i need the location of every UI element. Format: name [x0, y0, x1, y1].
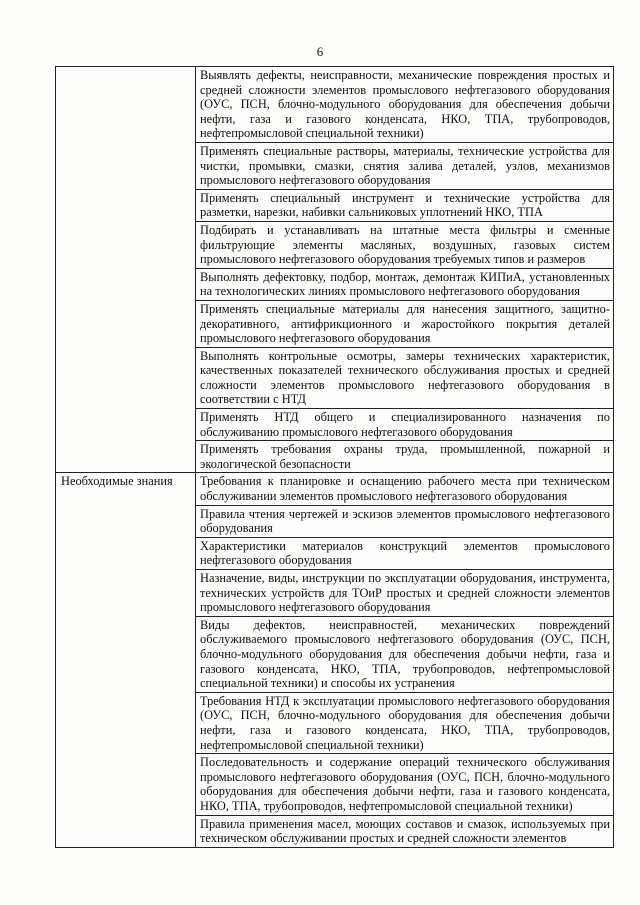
requirement-text: Применять НТД общего и специализированного назначения по обслуживанию промыслового нефтегазового оборудования	[196, 409, 614, 441]
requirement-text: Выполнять дефектовку, подбор, монтаж, демонтаж КИПиА, установленных на технологических линиях промыслового нефтегазового оборудования	[196, 268, 614, 300]
requirement-text: Виды дефектов, неисправностей, механических повреждений обслуживаемого промыслового нефтегазового оборудования (ОУС, ПСН, блочно-модульного оборудования для обеспечения добычи нефти, газа и газового конденсата, НКО, ТПА, трубопроводов, нефтепромысловой специальной техники) и способы их устранения	[196, 616, 614, 692]
requirement-text: Правила чтения чертежей и эскизов элементов промыслового нефтегазового оборудования	[196, 505, 614, 537]
section-label	[56, 67, 196, 473]
requirement-text: Выполнять контрольные осмотры, замеры технических характеристик, качественных показателей технического обслуживания простых и средней сложности элементов промыслового нефтегазового оборудования в соответствии с НТД	[196, 347, 614, 408]
requirement-text: Правила применения масел, моющих составов и смазок, используемых при техническом обслуживании простых и средней сложности элементов	[196, 815, 614, 847]
requirement-text: Требования НТД к эксплуатации промыслового нефтегазового оборудования (ОУС, ПСН, блочно-модульного оборудования для обеспечения добычи нефти, газа и газового конденсата, НКО, ТПА, трубопроводов, нефтепромысловой специальной техники)	[196, 692, 614, 753]
requirement-text: Назначение, виды, инструкции по эксплуатации оборудования, инструмента, технических устройств для ТОиР простых и средней сложности элементов промыслового нефтегазового оборудования	[196, 570, 614, 617]
requirement-text: Применять требования охраны труда, промышленной, пожарной и экологической безопасности	[196, 441, 614, 473]
requirement-text: Выявлять дефекты, неисправности, механические повреждения простых и средней сложности элементов промыслового нефтегазового оборудования (ОУС, ПСН, блочно-модульного оборудования для обеспечения добычи нефти, газа и газового конденсата, НКО, ТПА, трубопроводов, нефтепромысловой специальной техники)	[196, 67, 614, 143]
requirement-text: Подбирать и устанавливать на штатные места фильтры и сменные фильтрующие элементы масляных, воздушных, газовых систем промыслового нефтегазового оборудования требуемых типов и размеров	[196, 221, 614, 268]
requirement-text: Применять специальные растворы, материалы, технические устройства для чистки, промывки, смазки, снятия залива деталей, узлов, механизмов промыслового нефтегазового оборудования	[196, 142, 614, 189]
requirement-text: Последовательность и содержание операций технического обслуживания промыслового нефтегазового оборудования (ОУС, ПСН, блочно-модульного оборудования для обеспечения добычи нефти, газа и газового конденсата, НКО, ТПА, трубопроводов, нефтепромысловой специальной техники)	[196, 754, 614, 815]
requirement-text: Применять специальные материалы для нанесения защитного, защитно-декоративного, антифрикционного и жаростойкого покрытия деталей промыслового нефтегазового оборудования	[196, 300, 614, 347]
requirement-text: Применять специальный инструмент и технические устройства для разметки, нарезки, набивки сальниковых уплотнений НКО, ТПА	[196, 189, 614, 221]
requirement-text: Характеристики материалов конструкций элементов промыслового нефтегазового оборудования	[196, 537, 614, 569]
table-row	[56, 67, 614, 143]
table-row	[56, 473, 614, 505]
page-number: 6	[316, 44, 324, 59]
requirements-table	[55, 66, 614, 848]
requirements-table-body	[56, 67, 614, 848]
section-label: Необходимые знания	[56, 473, 196, 847]
requirement-text: Требования к планировке и оснащению рабочего места при техническом обслуживании элементов промыслового нефтегазового оборудования	[196, 473, 614, 505]
